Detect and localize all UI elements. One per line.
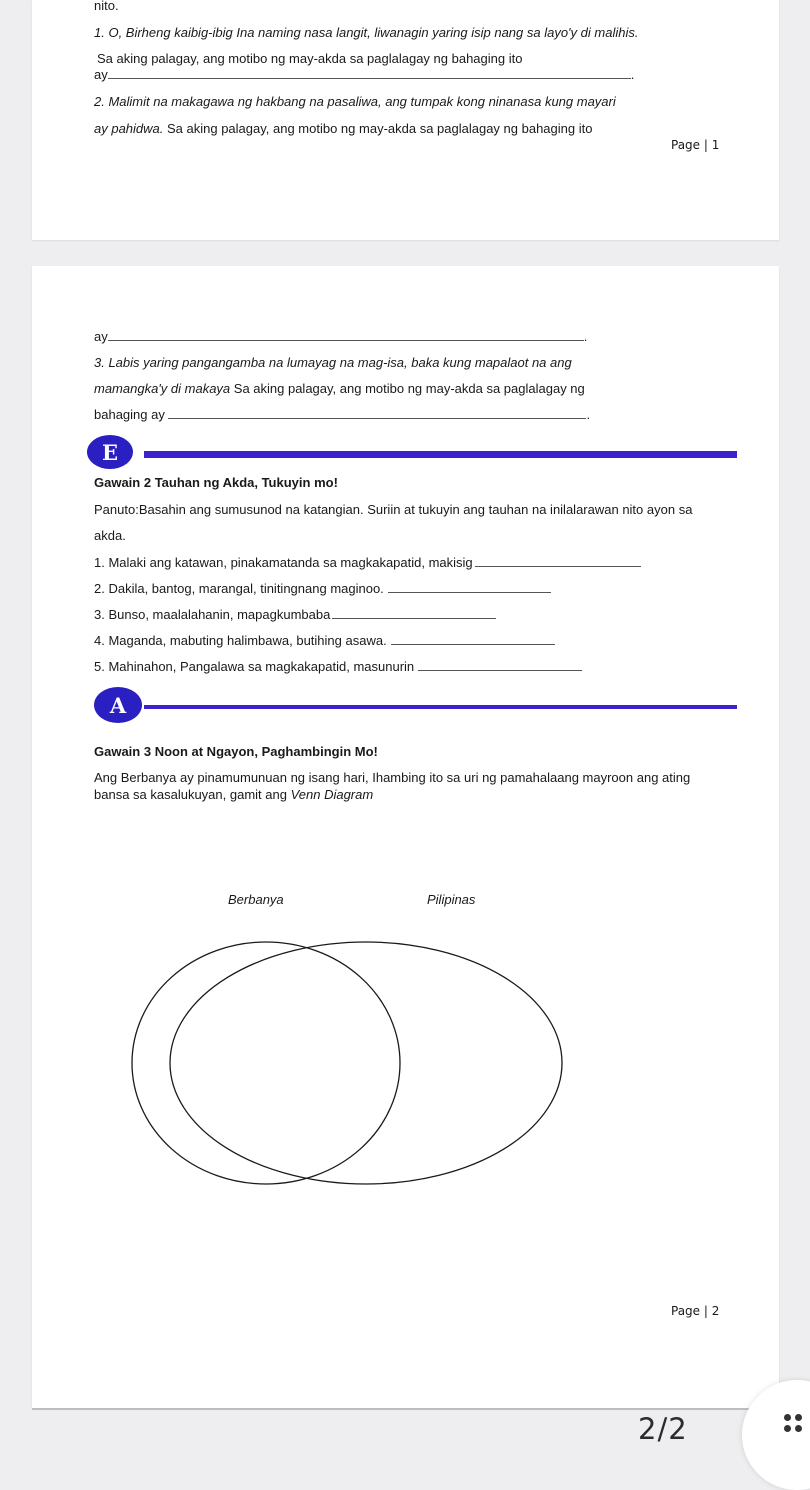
answer-blank[interactable] bbox=[418, 659, 582, 671]
panuto-line-1: Panuto:Basahin ang sumusunod na katangian. Suriin at tukuyin ang tauhan na inilalarawan nito ayon sa bbox=[94, 502, 693, 517]
gawain-3-italic: Venn Diagram bbox=[290, 787, 374, 802]
section-e-divider bbox=[144, 451, 737, 458]
more-dots-icon[interactable] bbox=[784, 1414, 804, 1436]
answer-line-1 bbox=[94, 67, 634, 83]
question-3-line-2 bbox=[94, 381, 585, 397]
ay-label: ay bbox=[94, 329, 108, 344]
item-text: 4. Maganda, mabuting halimbawa, butihing asawa. bbox=[94, 633, 387, 648]
ay-label: ay bbox=[94, 67, 108, 82]
gawain-3-title: Gawain 3 Noon at Ngayon, Paghambingin Mo! bbox=[94, 744, 378, 759]
panuto-line-2: akda. bbox=[94, 528, 126, 543]
item-text: 2. Dakila, bantog, marangal, tinitingnang maginoo. bbox=[94, 581, 384, 596]
item-text: 3. Bunso, maalalahanin, mapagkumbaba bbox=[94, 607, 331, 622]
list-item bbox=[94, 659, 582, 675]
venn-right-circle bbox=[170, 942, 562, 1184]
page-counter: 2/2 bbox=[638, 1412, 688, 1446]
question-3-line-1: 3. Labis yaring pangangamba na lumayag na mag-isa, baka kung mapalaot na ang bbox=[94, 355, 572, 370]
item-text: 1. Malaki ang katawan, pinakamatanda sa magkakapatid, makisig bbox=[94, 555, 473, 570]
list-item bbox=[94, 607, 496, 623]
gawain-2-title: Gawain 2 Tauhan ng Akda, Tukuyin mo! bbox=[94, 475, 338, 490]
answer-blank[interactable] bbox=[388, 581, 551, 593]
gawain-3-line-2 bbox=[94, 787, 373, 803]
period: . bbox=[583, 329, 588, 344]
page-number-1: Page | 1 bbox=[671, 138, 720, 152]
section-a-badge: A bbox=[94, 687, 142, 723]
period: . bbox=[586, 407, 591, 422]
list-item bbox=[94, 581, 551, 597]
gawain-3-plain: bansa sa kasalukuyan, gamit ang bbox=[94, 787, 291, 802]
venn-left-label: Berbanya bbox=[228, 892, 284, 907]
answer-line-2 bbox=[94, 329, 587, 345]
question-2-rest: Sa aking palagay, ang motibo ng may-akda sa paglalagay ng bahaging ito bbox=[163, 121, 593, 136]
section-a-divider bbox=[144, 705, 737, 709]
section-e-badge: E bbox=[87, 435, 133, 469]
document-page-1 bbox=[32, 0, 779, 240]
answer-line-3 bbox=[94, 407, 590, 423]
question-3-italic: mamangka'y di makaya bbox=[94, 381, 231, 396]
gawain-3-line-1: Ang Berbanya ay pinamumunuan ng isang hari, Ihambing ito sa uri ng pamahalaang mayroon ang ating bbox=[94, 770, 691, 785]
bahaging-ay-label: bahaging ay bbox=[94, 407, 165, 422]
page-separator bbox=[32, 1408, 779, 1410]
item-text: 5. Mahinahon, Pangalawa sa magkakapatid, masunurin bbox=[94, 659, 415, 674]
answer-blank[interactable] bbox=[332, 607, 496, 619]
page-number-2: Page | 2 bbox=[671, 1304, 720, 1318]
question-1: 1. O, Birheng kaibig-ibig Ina naming nasa langit, liwanagin yaring isip nang sa layo'y di malihis. bbox=[94, 25, 639, 40]
question-2-italic: ay pahidwa. bbox=[94, 121, 164, 136]
list-item bbox=[94, 633, 555, 649]
answer-blank[interactable] bbox=[475, 555, 641, 567]
nito-text: nito. bbox=[94, 0, 119, 13]
answer-blank[interactable] bbox=[108, 67, 631, 79]
question-1-prompt: Sa aking palagay, ang motibo ng may-akda sa paglalagay ng bahaging ito bbox=[97, 51, 523, 66]
period: . bbox=[630, 67, 635, 82]
list-item bbox=[94, 555, 641, 571]
answer-blank[interactable] bbox=[391, 633, 555, 645]
answer-blank[interactable] bbox=[168, 407, 586, 419]
venn-left-circle bbox=[132, 942, 400, 1184]
venn-right-label: Pilipinas bbox=[427, 892, 476, 907]
document-page-2 bbox=[32, 266, 779, 1408]
answer-blank[interactable] bbox=[108, 329, 584, 341]
question-2-line-2 bbox=[94, 121, 592, 137]
question-3-rest: Sa aking palagay, ang motibo ng may-akda sa paglalagay ng bbox=[230, 381, 585, 396]
venn-diagram bbox=[128, 934, 608, 1194]
question-2-line-1: 2. Malimit na makagawa ng hakbang na pasaliwa, ang tumpak kong ninanasa kung mayari bbox=[94, 94, 616, 109]
